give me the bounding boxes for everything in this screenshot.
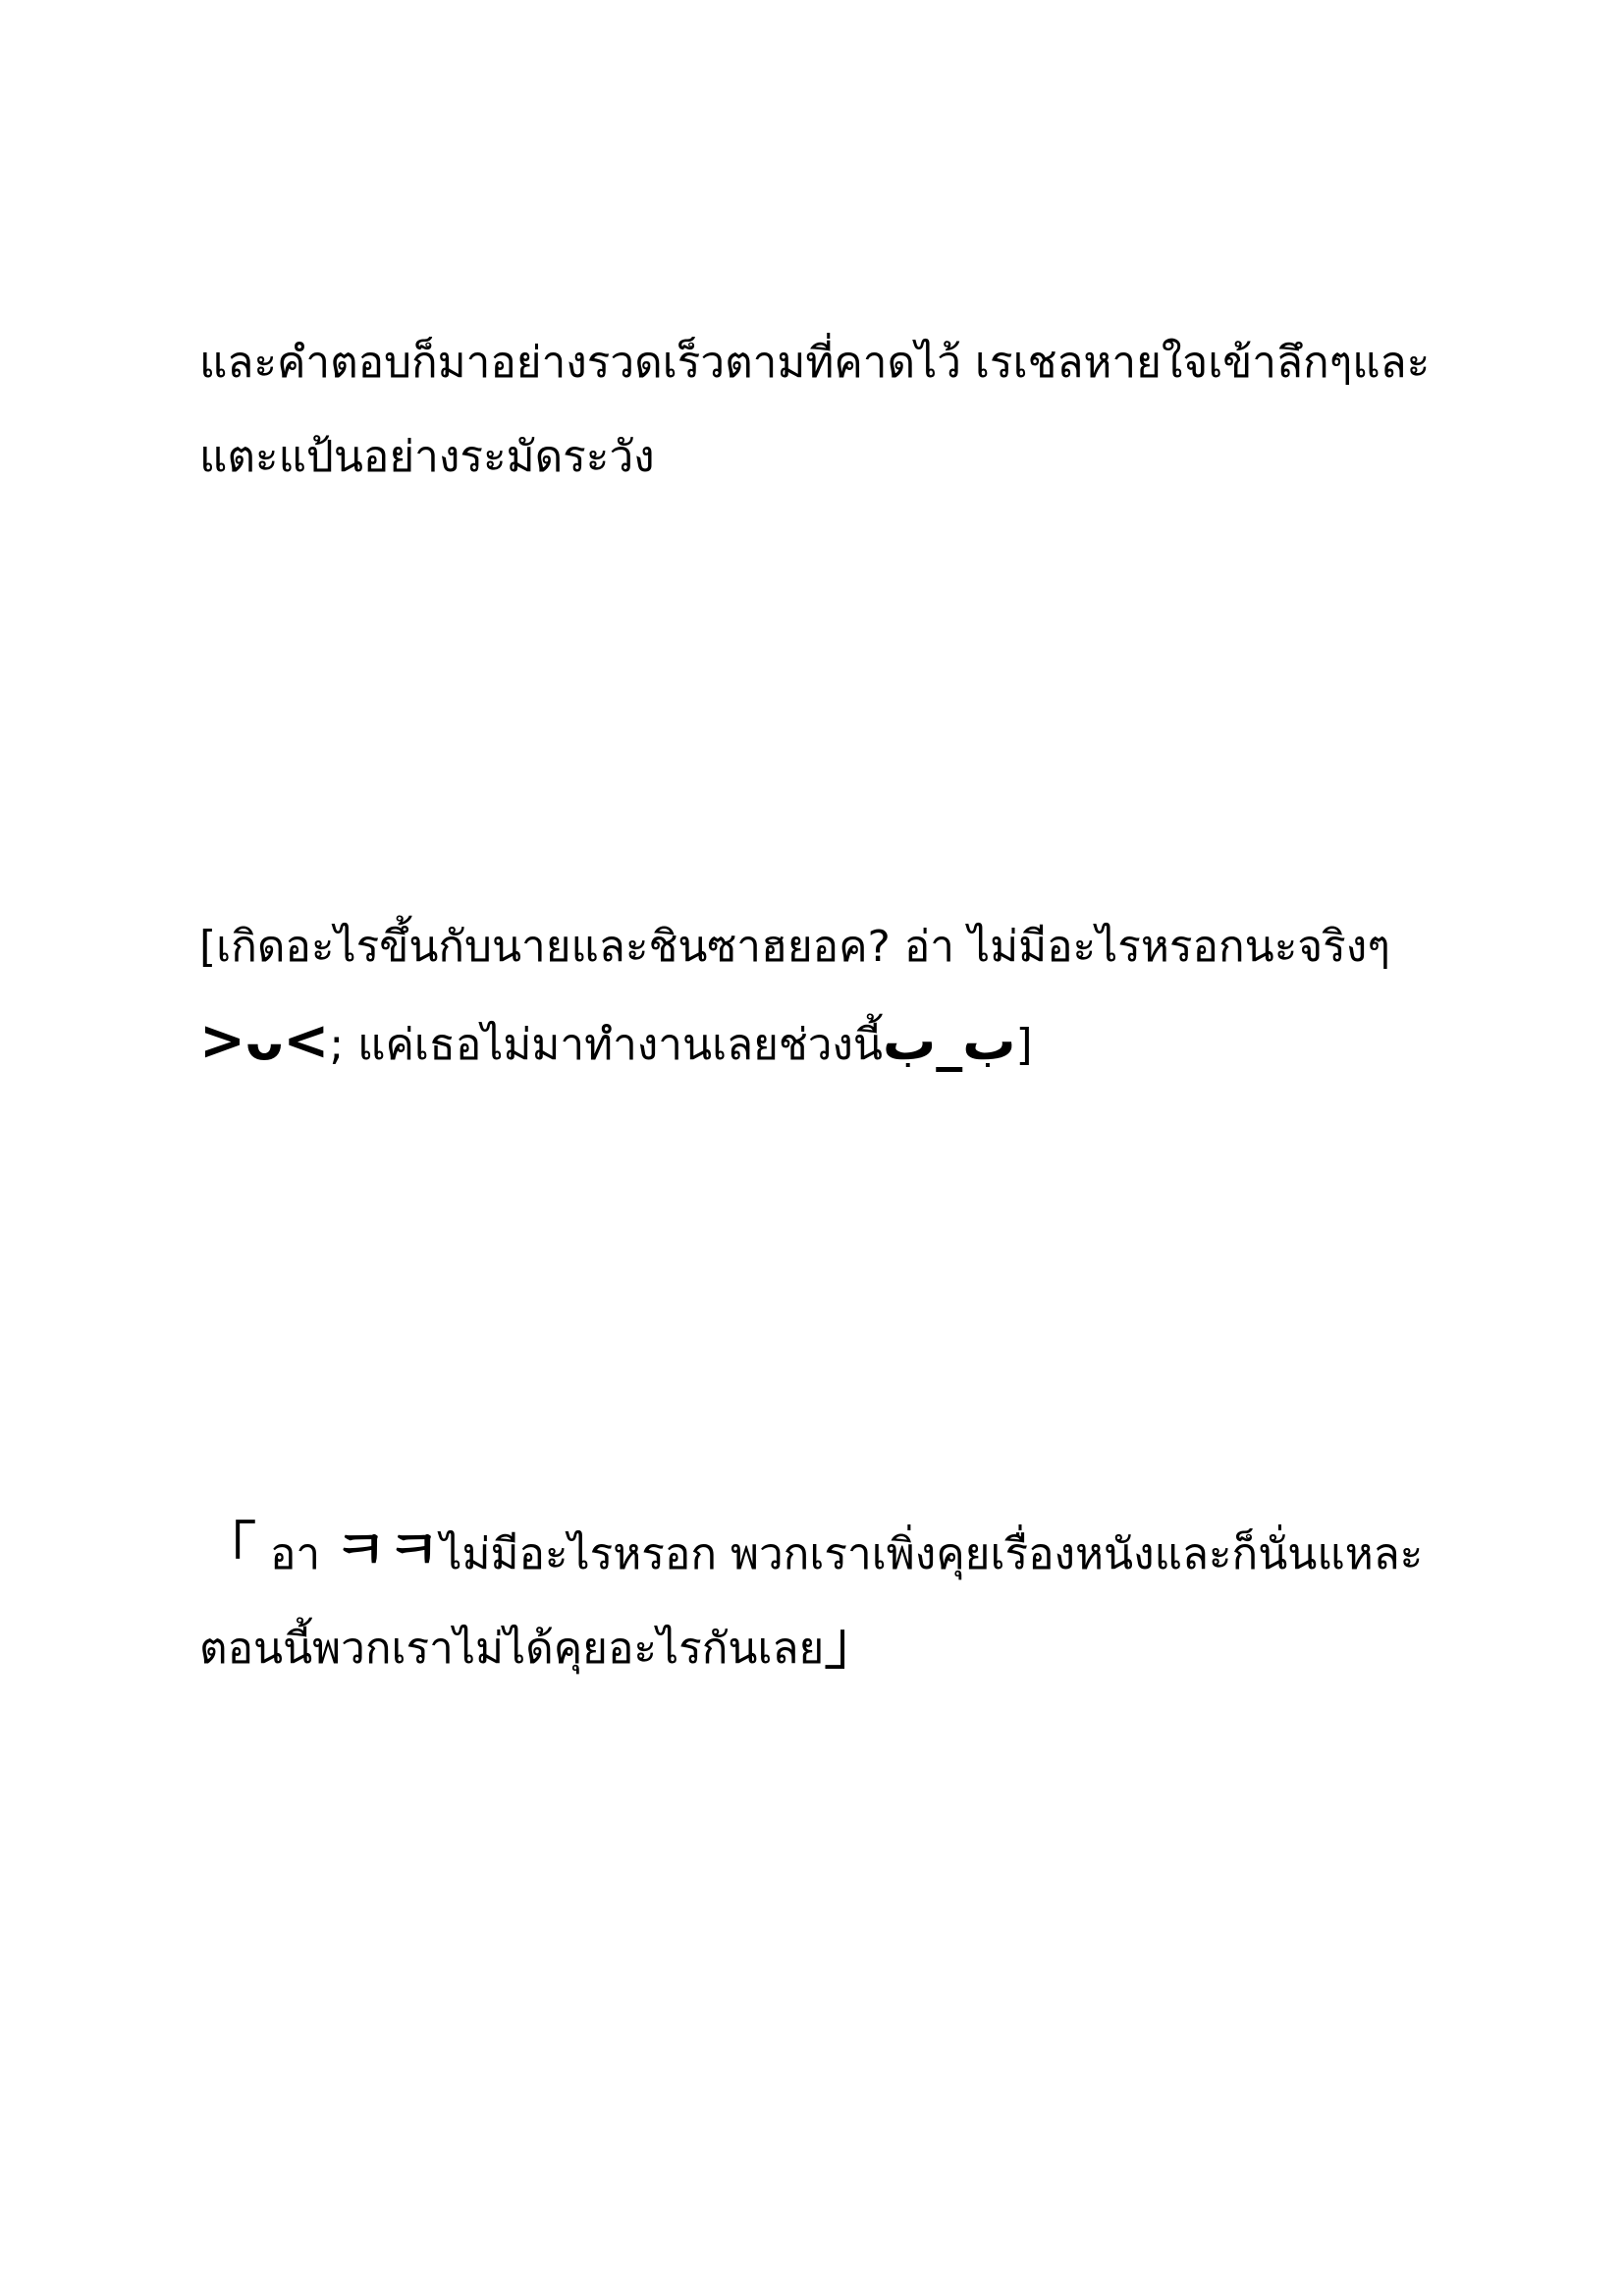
laughter-glyphs: ㅋㅋ: [334, 1519, 441, 1582]
emoticon: >ᴗ<: [199, 1009, 330, 1073]
text-line: [เกิดอะไรขึ้นกับนายและชินซาฮยอค? อ่า ไม่มีอะไรหรอกนะจริงๆ: [199, 922, 1390, 972]
paragraph-1: [199, 316, 1436, 505]
text-line: แตะแป้นอย่างระมัดระวัง: [199, 432, 655, 482]
text-fragment: ; แค่เธอไม่มาทำงานเลยช่วงนี้: [329, 1020, 883, 1070]
text-line: [199, 1596, 1436, 1690]
text-line: และคำตอบก็มาอย่างรวดเร็วตามที่คาดไว้ เรเชลหายใจเข้าลึกๆและ: [199, 338, 1431, 388]
text-line: [199, 994, 1436, 1089]
emoticon: ب_ب: [883, 1010, 1016, 1072]
closing-bracket: ]: [1015, 1020, 1033, 1070]
closing-corner-bracket: 」: [824, 1610, 882, 1677]
paragraph-3: [199, 1502, 1436, 1690]
text-fragment: ตอนนี้พวกเราไม่ได้คุยอะไรกันเลย: [199, 1624, 825, 1674]
text-fragment: ไม่มีอะไรหรอก พวกเราเพิ่งคุยเรื่องหนังและก็นั่นแหละ: [440, 1529, 1424, 1579]
opening-corner-bracket: 「: [199, 1516, 257, 1582]
text-fragment: อา: [256, 1529, 335, 1579]
text-line: [199, 1502, 1436, 1596]
paragraph-2: [199, 900, 1436, 1089]
